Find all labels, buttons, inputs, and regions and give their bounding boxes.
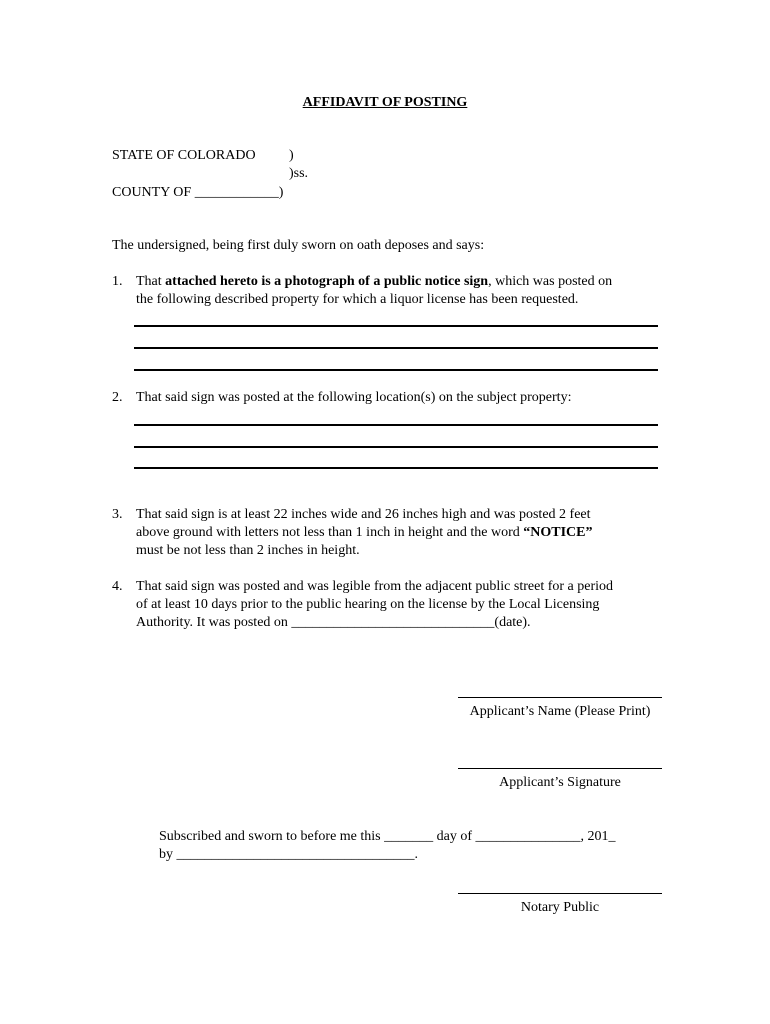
item3-line3: must be not less than 2 inches in height. <box>136 543 360 558</box>
item2-text: That said sign was posted at the following location(s) on the subject property: <box>136 390 572 405</box>
property-description-line-1[interactable] <box>134 325 658 327</box>
document-title: AFFIDAVIT OF POSTING <box>302 95 468 110</box>
location-line-3[interactable] <box>134 467 658 469</box>
county-line: COUNTY OF ____________) <box>112 185 284 200</box>
item3-line1: That said sign is at least 22 inches wide and 26 inches high and was posted 2 feet <box>136 507 591 522</box>
applicant-signature-label: Applicant’s Signature <box>499 775 621 790</box>
item3-line2: above ground with letters not less than 1 inch in height and the word “NOTICE” <box>136 525 593 540</box>
property-description-line-3[interactable] <box>134 369 658 371</box>
item1-number: 1. <box>112 274 123 289</box>
applicant-name-label: Applicant’s Name (Please Print) <box>469 704 651 719</box>
applicant-signature-line[interactable] <box>458 768 662 769</box>
applicant-name-line[interactable] <box>458 697 662 698</box>
item4-number: 4. <box>112 579 123 594</box>
item2-number: 2. <box>112 390 123 405</box>
item4-line1: That said sign was posted and was legible from the adjacent public street for a period <box>136 579 614 594</box>
property-description-line-2[interactable] <box>134 347 658 349</box>
jurat-line2: by __________________________________. <box>159 847 418 862</box>
item4-line3: Authority. It was posted on _____________________________(date). <box>136 615 531 630</box>
jurat-line1: Subscribed and sworn to before me this _______ day of _______________, 201_ <box>159 829 616 844</box>
location-line-1[interactable] <box>134 424 658 426</box>
item1-line2: the following described property for which a liquor license has been requested. <box>136 292 579 307</box>
notary-signature-line[interactable] <box>458 893 662 894</box>
venue-ss: )ss. <box>289 166 309 181</box>
item1-bold-text: attached hereto is a photograph of a public notice sign <box>165 274 489 289</box>
state-line: STATE OF COLORADO <box>112 148 256 163</box>
location-line-2[interactable] <box>134 446 658 448</box>
item3-number: 3. <box>112 507 123 522</box>
venue-paren: ) <box>289 148 294 163</box>
item4-line2: of at least 10 days prior to the public hearing on the license by the Local Licensing <box>136 597 600 612</box>
notary-public-label: Notary Public <box>520 900 600 915</box>
item1-line1: That attached hereto is a photograph of a public notice sign, which was posted on <box>136 274 613 289</box>
intro-text: The undersigned, being first duly sworn on oath deposes and says: <box>112 238 485 253</box>
notice-word: “NOTICE” <box>523 525 593 540</box>
